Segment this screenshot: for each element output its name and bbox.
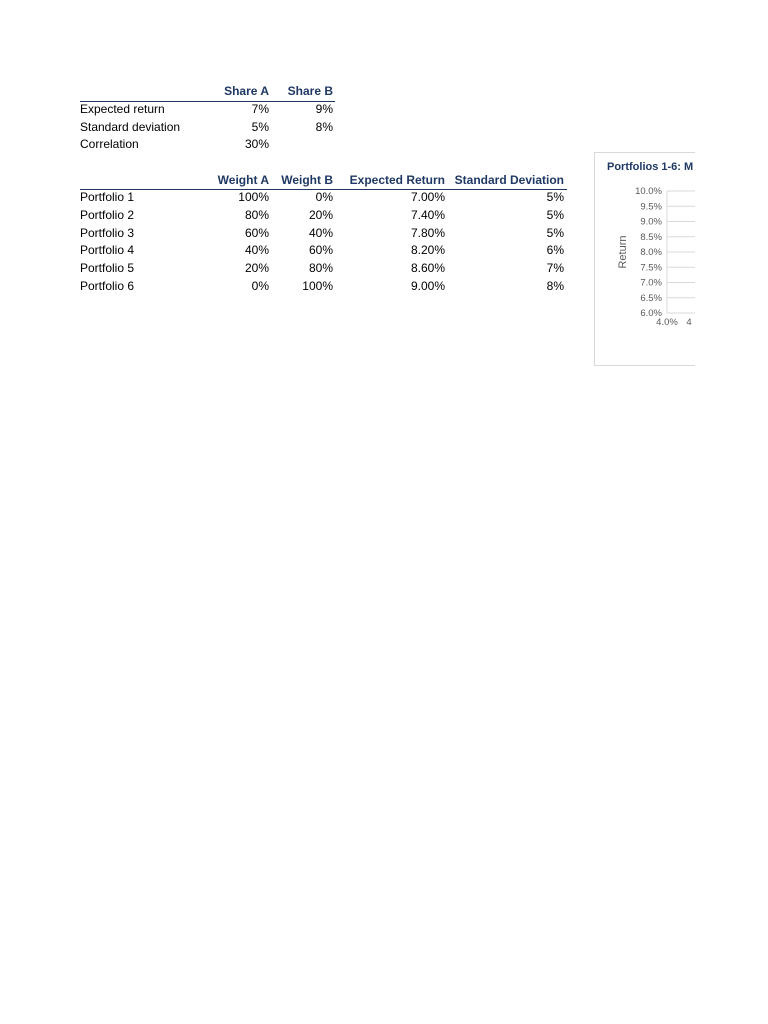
y-tick-label: 6.0%: [640, 308, 662, 319]
y-tick-label: 8.0%: [640, 247, 662, 258]
cell-value: 7%: [251, 102, 269, 116]
cell-value: 0%: [251, 279, 269, 293]
cell-value: 100%: [238, 190, 269, 204]
cell-value: 5%: [251, 120, 269, 134]
shares-table: [80, 83, 340, 153]
table-row: [80, 242, 568, 259]
cell-value: 7.80%: [410, 226, 445, 240]
cell-value: 6%: [546, 243, 564, 257]
y-tick-label: 6.5%: [640, 292, 662, 304]
row-label: Portfolio 3: [80, 226, 135, 240]
cell-value: 40%: [244, 243, 269, 257]
cell-value: 8.20%: [410, 243, 445, 257]
portfolio-col-header: Expected Return: [349, 173, 445, 187]
cell-value: 60%: [308, 243, 333, 257]
cell-value: 60%: [244, 226, 269, 240]
x-tick-label: 4.0%: [656, 317, 678, 328]
cell-value: 7%: [546, 261, 564, 275]
cell-value: 20%: [308, 208, 333, 222]
cell-value: 0%: [315, 190, 333, 204]
table-row: [80, 189, 568, 206]
cell-value: 80%: [244, 208, 269, 222]
portfolio-col-header: Weight B: [281, 173, 333, 187]
portfolio-chart: [594, 152, 695, 366]
table-row: [80, 260, 568, 277]
cell-value: 7.00%: [410, 190, 445, 204]
cell-value: 100%: [302, 279, 333, 293]
portfolio-col-header: Weight A: [217, 173, 269, 187]
cell-value: 5%: [546, 208, 564, 222]
y-tick-label: 7.5%: [640, 262, 662, 274]
portfolio-col-header: Standard Deviation: [454, 173, 564, 187]
cell-value: 8%: [546, 279, 564, 293]
shares-col-header: Share B: [287, 84, 333, 98]
row-label: Portfolio 1: [80, 190, 135, 204]
shares-col-header: Share A: [224, 84, 269, 98]
table-row: [80, 225, 568, 242]
table-row: [80, 207, 568, 224]
cell-value: 8.60%: [410, 261, 445, 275]
row-label: Portfolio 5: [80, 261, 135, 275]
cell-value: 5%: [546, 190, 564, 204]
portfolio-table: [80, 172, 570, 297]
y-tick-label: 7.0%: [640, 277, 662, 289]
cell-value: 9%: [315, 102, 333, 116]
y-tick-label: 10.0%: [635, 186, 662, 197]
row-label: Standard deviation: [80, 120, 181, 134]
cell-value: 80%: [308, 261, 333, 275]
cell-value: 5%: [546, 226, 564, 240]
x-tick-label: 4: [686, 317, 692, 328]
row-label: Portfolio 6: [80, 279, 135, 293]
cell-value: 7.40%: [410, 208, 445, 222]
table-row: [80, 136, 336, 153]
chart-title: Portfolios 1-6: M: [607, 161, 694, 173]
row-label: Portfolio 2: [80, 208, 135, 222]
row-label: Portfolio 4: [80, 243, 135, 257]
y-tick-label: 8.5%: [640, 231, 662, 243]
cell-value: 8%: [315, 120, 333, 134]
y-tick-label: 9.0%: [640, 216, 662, 228]
chart-plot: [595, 153, 695, 365]
shares-header-row: [80, 83, 336, 100]
cell-value: [276, 136, 333, 153]
cell-value: 20%: [244, 261, 269, 275]
table-row: [80, 101, 336, 118]
portfolio-header-row: [80, 172, 568, 189]
cell-value: 40%: [308, 226, 333, 240]
table-row: [80, 119, 336, 136]
y-axis-label: Return: [617, 235, 629, 269]
cell-value: 30%: [244, 137, 269, 151]
row-label: Correlation: [80, 137, 139, 151]
row-label: Expected return: [80, 102, 165, 116]
cell-value: 9.00%: [410, 279, 445, 293]
table-row: [80, 278, 568, 295]
y-tick-label: 9.5%: [640, 201, 662, 213]
